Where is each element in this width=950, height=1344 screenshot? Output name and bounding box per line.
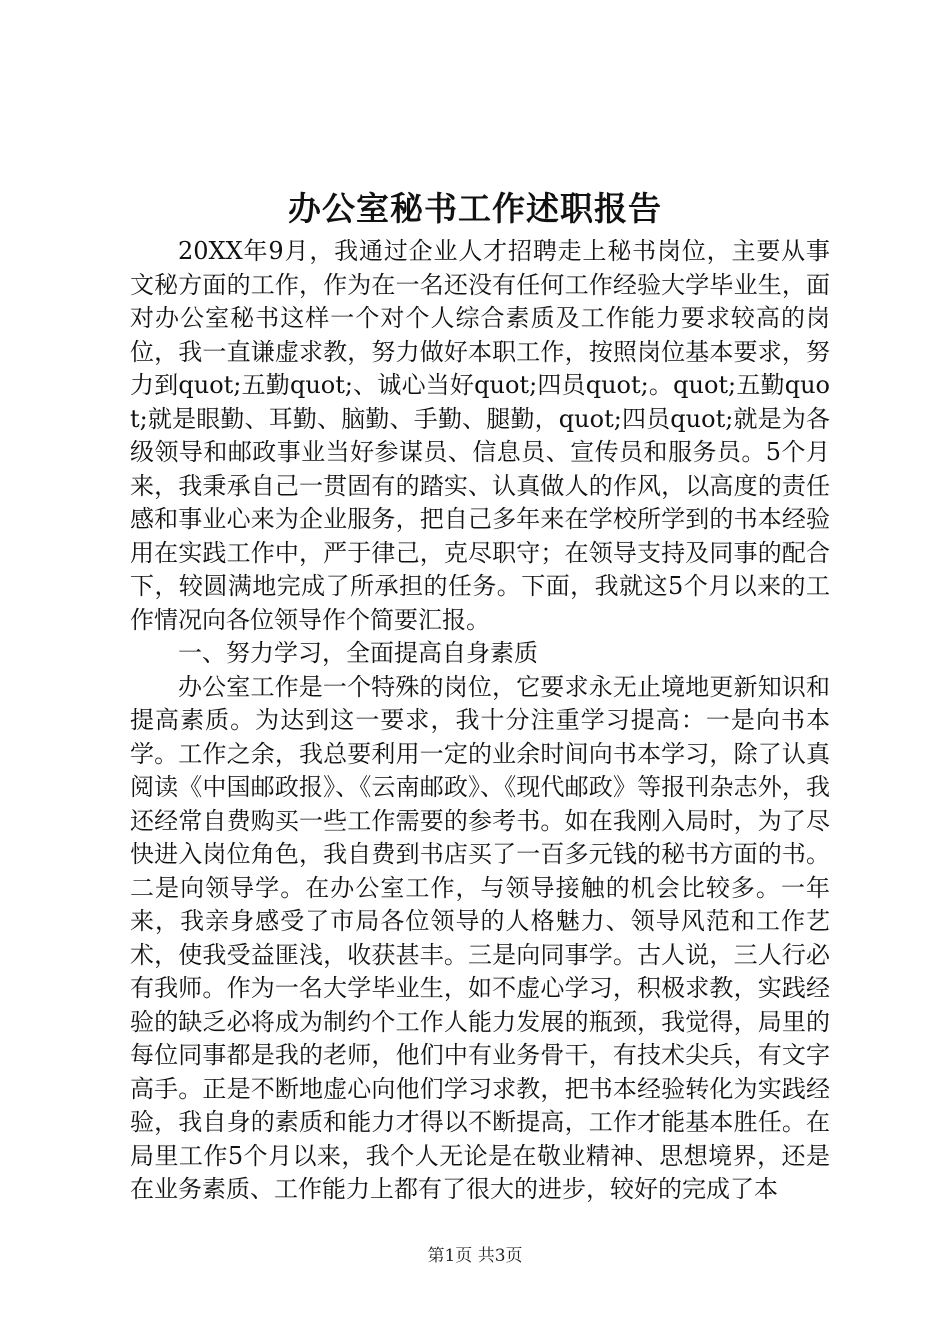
page-total: 共3页 [477,1246,523,1266]
page-number: 第1页 [427,1246,473,1266]
paragraph-study: 办公室工作是一个特殊的岗位，它要求永无止境地更新知识和提高素质。为达到这一要求，我十分注重学习提高：一是向书本学。工作之余，我总要利用一定的业余时间向书本学习，除了认真阅读《中国邮政报》、《云南邮政》、《现代邮政》等报刊杂志外，我还经常自费购买一些工作需要的参考书。如在我刚入局时，为了尽快进入岗位角色，我自费到书店买了一百多元钱的秘书方面的书。二是向领导学。在办公室工作，与领导接触的机会比较多。一年来，我亲身感受了市局各位领导的人格魅力、领导风范和工作艺术，使我受益匪浅，收获甚丰。三是向同事学。古人说，三人行必有我师。作为一名大学毕业生，如不虚心学习，积极求教，实践经验的缺乏必将成为制约个工作人能力发展的瓶颈，我觉得，局里的每位同事都是我的老师，他们中有业务骨干，有技术尖兵，有文字高手。正是不断地虚心向他们学习求教，把书本经验转化为实践经验，我自身的素质和能力才得以不断提高，工作才能基本胜任。在局里工作5个月以来，我个人无论是在敬业精神、思想境界，还是在业务素质、工作能力上都有了很大的进步，较好的完成了本 [130,672,830,1203]
document-body [130,235,830,1207]
page-footer [0,1244,950,1268]
section-heading-1: 一、努力学习，全面提高自身素质 [178,639,538,667]
paragraph-intro: 20XX年9月，我通过企业人才招聘走上秘书岗位，主要从事文秘方面的工作，作为在一名还没有任何工作经验大学毕业生，面对办公室秘书这样一个对个人综合素质及工作能力要求较高的岗位，我一直谦虚求教，努力做好本职工作，按照岗位基本要求，努力到quot;五勤quot;、诚心当好quot;四员quot;。quot;五勤quot;就是眼勤、耳勤、脑勤、手勤、腿勤，quot;四员quot;就是为各级领导和邮政事业当好参谋员、信息员、宣传员和服务员。5个月来，我秉承自己一贯固有的踏实、认真做人的作风，以高度的责任感和事业心来为企业服务，把自己多年来在学校所学到的书本经验用在实践工作中，严于律己，克尽职守；在领导支持及同事的配合下，较圆满地完成了所承担的任务。下面，我就这5个月以来的工作情况向各位领导作个简要汇报。 [130,237,830,634]
document-title: 办公室秘书工作述职报告 [288,189,662,228]
